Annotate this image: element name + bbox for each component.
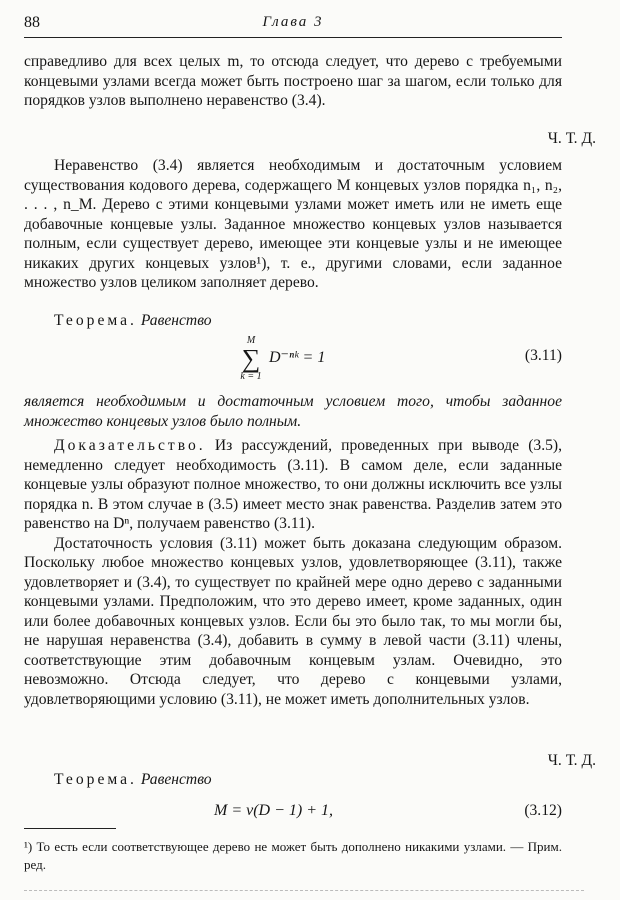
theorem-2-heading [24,770,562,790]
sum-sign: ∑ [241,344,261,373]
paragraph-1: справедливо для всех целых m, то отсюда следует, что дерево с требуемыми концевыми узлами всегда может быть построено шаг за шагом, если только для порядков узлов выполнено неравенство (3.4). [24,53,562,109]
equation-number-3-12: (3.12) [524,802,562,819]
equation-3-12 [24,802,562,824]
summation [236,336,266,382]
bottom-scan-edge [24,890,584,891]
proof-text-2: Достаточность условия (3.11) может быть доказана следующим образом. Поскольку любое множество концевых узлов, удовлетворяющее (3.11), также удовлетворяет и (3.4), то существует по крайней мере одно дерево с заданными концевыми узлами. Предположим, что это дерево имеет, кроме заданных, один или более добавочных концевых узлов. Если бы это было так, то мы могли бы, не нарушая неравенства (3.4), добавить в сумму в левой части (3.11) члены, соответствующие этим добавочным концевым узлам. Очевидно, это невозможно. Отсюда следует, что дерево с концевыми узлами, удовлетворяющими условию (3.11), не может иметь дополнительных узлов. [24,534,562,708]
chapter-title: Глава 3 [262,14,324,30]
page-number: 88 [24,14,40,31]
theorem-2-lead: Равенство [140,771,212,788]
theorem-1-label: Теорема. [54,312,137,329]
proof-label: Доказательство. [54,437,206,454]
footnote-rule [24,828,116,829]
paragraph-continuation [24,52,562,111]
sum-lower-limit: k = 1 [240,371,262,382]
proof-text-1: Из рассуждений, проведенных при выводе (3.5), немедленно следует необходимость (3.11). В самом деле, если заданные концевые узлы образуют полное множество, то они должны исключить все узлы порядка n. В этом случае в (3.5) имеет место знак равенства. Разделив затем это равенство на Dⁿ, получаем равенство (3.11). [24,437,563,532]
theorem-1-text: является необходимым и достаточным условием того, чтобы заданное множество концевых узлов было полным. [24,393,562,430]
paragraph-2: Неравенство (3.4) является необходимым и достаточным условием существования кодового дерева, содержащего M концевых узлов порядка n₁, n₂, . . . , n_M. Дерево с этими концевыми узлами может иметь или не иметь еще добавочные концевые узлы. Заданное множество концевых узлов называется полным, если существует дерево, имеющее эти концевые узлы и не имеющее никаких других концевых узлов¹), т. е., другими словами, если заданное множество узлов целиком заполняет дерево. [24,157,562,291]
running-header [24,13,562,38]
sum-upper-limit: M [246,335,256,346]
qed-mark-1: Ч. Т. Д. [547,130,596,147]
theorem-2-label: Теорема. [54,771,137,788]
theorem-1-lead: Равенство [140,312,212,329]
theorem-1-statement [24,392,562,431]
equation-3-12-body: M = ν(D − 1) + 1, [214,802,334,819]
qed-mark-2: Ч. Т. Д. [547,752,596,769]
theorem-1-heading [24,311,562,331]
paragraph-inequality [24,156,562,293]
equation-3-11 [24,336,562,382]
equation-number-3-11: (3.11) [524,347,562,364]
proof-block [24,436,562,709]
footnote: ¹) То есть если соответствующее дерево не может быть дополнено никакими узлами. — Прим. ред. [24,839,562,872]
equation-body: D⁻ⁿᵏ = 1 [269,349,326,366]
